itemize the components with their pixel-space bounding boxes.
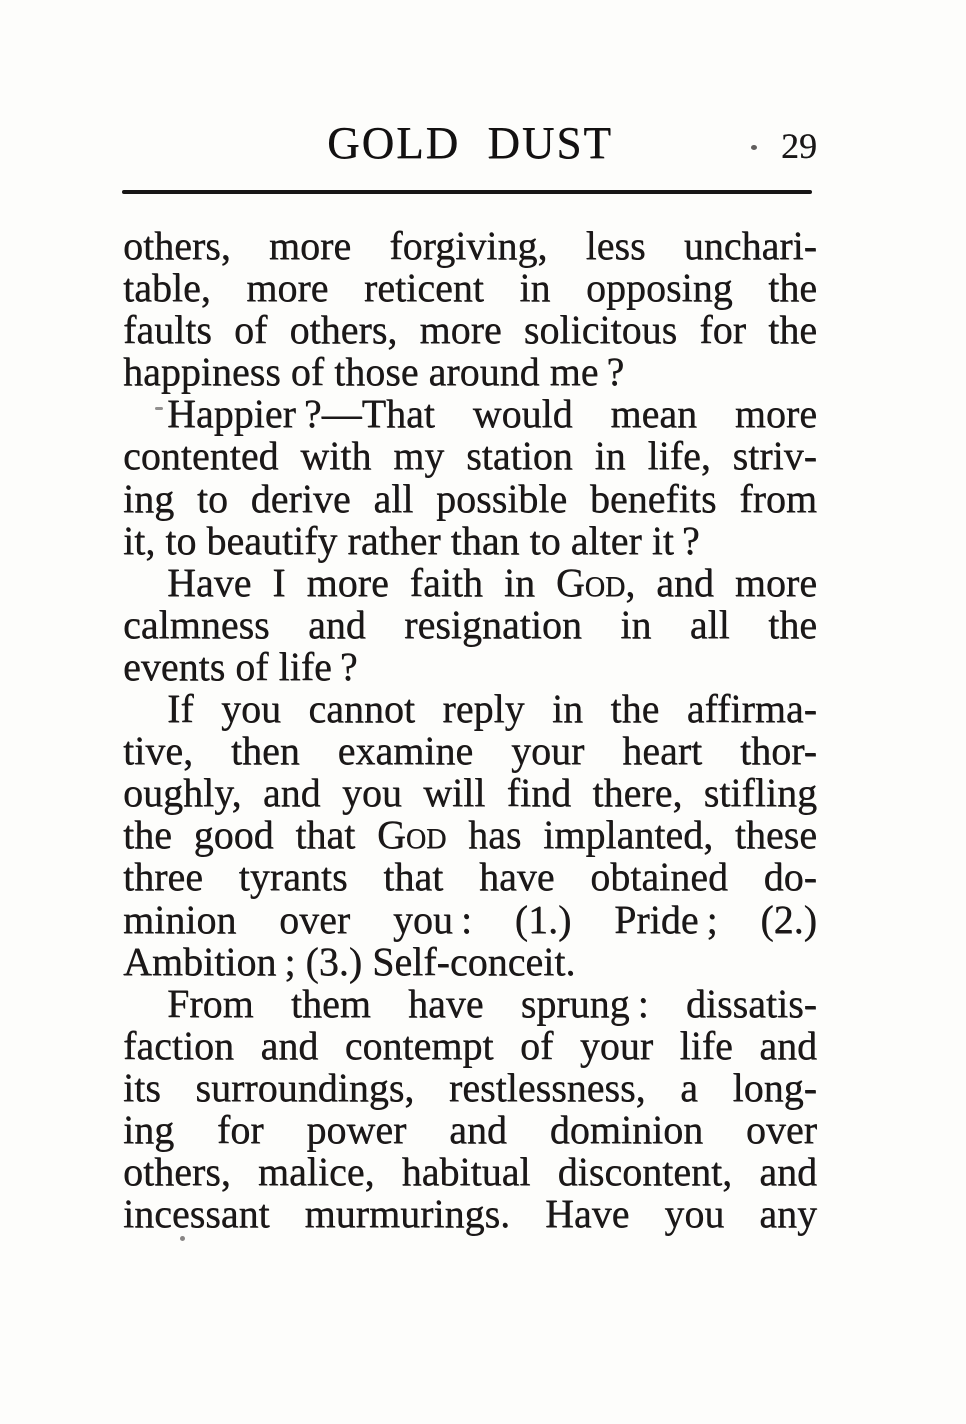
text-line: ing to derive all possible benefits from: [123, 475, 817, 521]
text-line: faction and contempt of your life and: [123, 1022, 817, 1068]
text-line: table, more reticent in opposing the: [123, 265, 817, 311]
text-line: contented with my station in life, striv-: [123, 433, 817, 479]
page-number: 29: [781, 126, 817, 166]
text-line: events of life ?: [123, 643, 358, 689]
text-line: ing for power and dominion over: [123, 1106, 817, 1152]
text-line: the good that God has implanted, these: [123, 812, 817, 858]
text-line: minion over you : (1.) Pride ; (2.): [123, 896, 817, 942]
small-caps-word: God: [377, 812, 447, 858]
text-line: happiness of those around me ?: [123, 349, 625, 395]
text-line: faults of others, more solicitous for the: [123, 307, 817, 353]
text-line: tive, then examine your heart thor-: [123, 728, 817, 774]
scan-speck: [751, 145, 757, 150]
text-line: Happier ?—That would mean more: [167, 391, 817, 437]
text-line: Have I more faith in God, and more: [167, 559, 817, 605]
text-line: it, to beautify rather than to alter it ?: [123, 517, 700, 563]
scan-speck: [180, 1236, 185, 1241]
text-line: others, more forgiving, less unchari-: [123, 223, 817, 268]
text-line: oughly, and you will find there, stifling: [123, 770, 817, 816]
page-body: [123, 225, 817, 1235]
small-caps-word: God: [555, 559, 626, 605]
header-rule: [122, 190, 812, 194]
text-line: Ambition ; (3.) Self-conceit.: [123, 938, 576, 984]
text-line: If you cannot reply in the affirma-: [167, 686, 817, 732]
text-line: its surroundings, restlessness, a long-: [123, 1064, 817, 1110]
scan-speck: [155, 407, 163, 410]
text-line: calmness and resignation in all the: [123, 601, 817, 647]
text-line: From them have sprung : dissatis-: [167, 980, 817, 1026]
text-line: others, malice, habitual discontent, and: [123, 1149, 817, 1195]
book-title: GOLD DUST: [327, 118, 613, 168]
text-line: incessant murmurings. Have you any: [123, 1191, 817, 1237]
text-line: three tyrants that have obtained do-: [123, 854, 817, 900]
